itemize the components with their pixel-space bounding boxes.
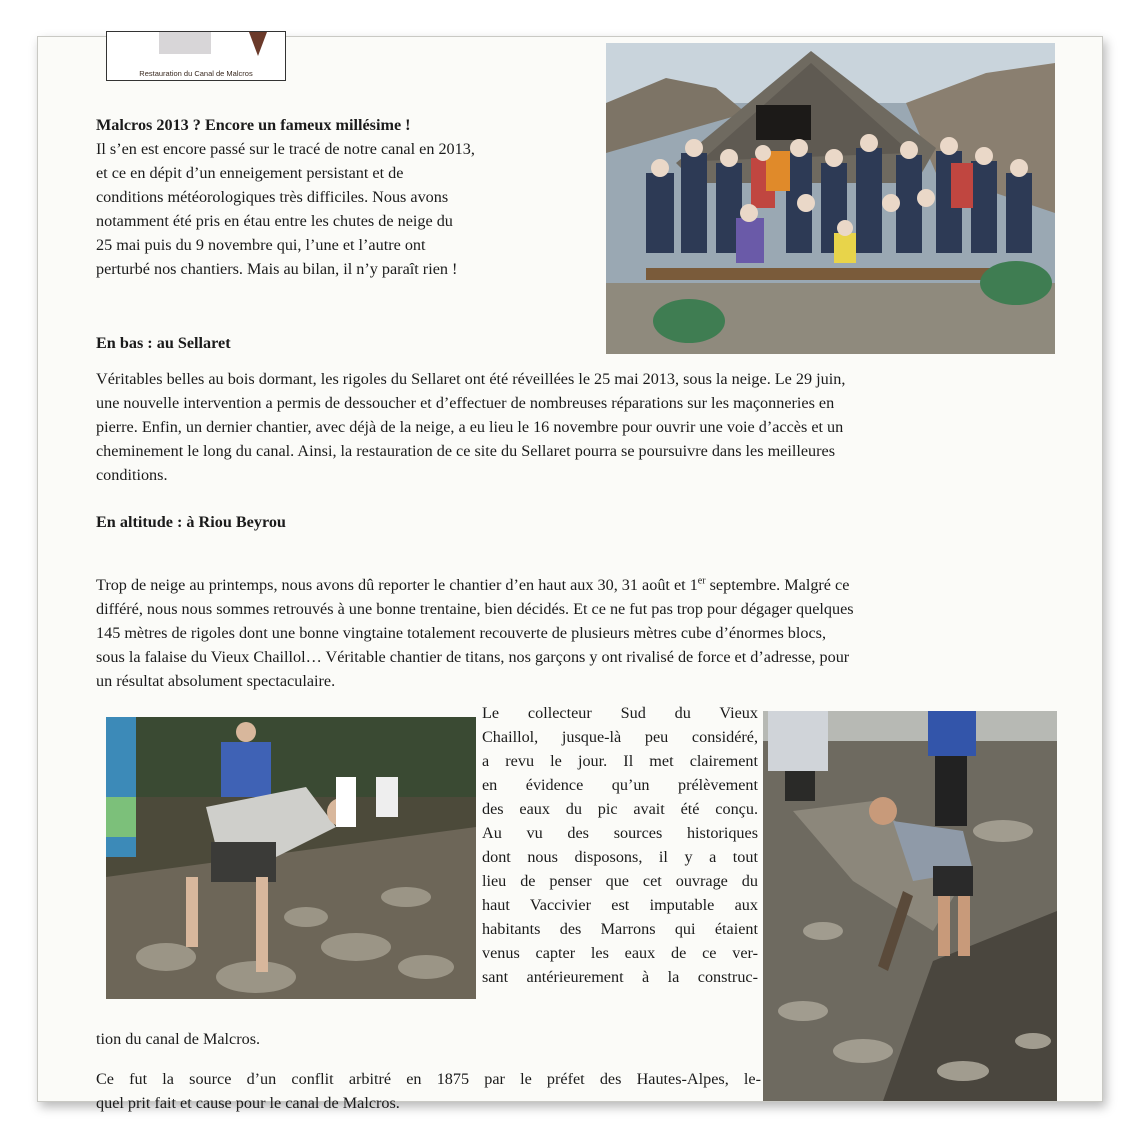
intro-line: Il s’en est encore passé sur le tracé de notre canal en 2013, (96, 140, 475, 158)
sellaret-line: pierre. Enfin, un dernier chantier, avec déjà de la neige, a eu lieu le 16 novembre pour ouvrir une voie d’accès et un (96, 418, 844, 436)
intro-line: perturbé nos chantiers. Mais au bilan, il n’y paraît rien ! (96, 260, 458, 278)
sellaret-line: Véritables belles au bois dormant, les rigoles du Sellaret ont été réveillées le 25 mai 2013, sous la neige. Le 29 juin, (96, 370, 846, 388)
collecteur-line: Le collecteur Sud du Vieux (482, 704, 758, 722)
riou-superscript: er (697, 575, 706, 587)
logo-grey-shape (159, 32, 211, 54)
section-heading-sellaret: En bas : au Sellaret (96, 334, 231, 352)
riou-line: un résultat absolument spectaculaire. (96, 672, 336, 690)
sellaret-line: conditions. (96, 466, 168, 484)
intro-title: Malcros 2013 ? Encore un fameux millésime ! (96, 116, 411, 134)
collecteur-line: des eaux du pic avait été conçu. (482, 800, 758, 818)
conflit-line: Ce fut la source d’un conflit arbitré en 1875 par le préfet des Hautes-Alpes, le- (96, 1070, 761, 1088)
collecteur-tail: tion du canal de Malcros. (96, 1030, 261, 1048)
intro-line: et ce en dépit d’un enneigement persistant et de (96, 164, 404, 182)
group-photo-refuge (606, 43, 1055, 354)
collecteur-line: venus capter les eaux de ce ver- (482, 944, 758, 962)
association-logo (106, 31, 286, 81)
shovel-worker-photo (763, 711, 1057, 1101)
intro-line: notamment été pris en étau entre les chutes de neige du (96, 212, 453, 230)
conflit-line: quel prit fait et cause pour le canal de Malcros. (96, 1094, 400, 1112)
riou-line (96, 573, 1051, 597)
intro-line: 25 mai puis du 9 novembre qui, l’une et l’autre ont (96, 236, 426, 254)
section-heading-riou-beyrou: En altitude : à Riou Beyrou (96, 513, 286, 531)
collecteur-paragraph (482, 701, 758, 989)
document-page (37, 36, 1103, 1112)
collecteur-line: dont nous disposons, il y a tout (482, 848, 758, 866)
workers-digging-photo (106, 717, 476, 999)
riou-line: sous la falaise du Vieux Chaillol… Véritable chantier de titans, nos garçons y ont rivalisé de force et d’adresse, pour (96, 648, 850, 666)
collecteur-line: habitants des Marrons qui étaient (482, 920, 758, 938)
collecteur-line: lieu de penser que cet ouvrage du (482, 872, 758, 890)
sellaret-line: une nouvelle intervention a permis de dessoucher et d’effectuer de nombreuses réparations sur les maçonneries en (96, 394, 835, 412)
collecteur-line: Chaillol, jusque-là peu considéré, (482, 728, 758, 746)
riou-paragraph (96, 573, 1051, 693)
riou-line1-text: Trop de neige au printemps, nous avons dû reporter le chantier d’en haut aux 30, 31 août et 1 (96, 576, 698, 594)
collecteur-line: en évidence qu’un prélèvement (482, 776, 758, 794)
riou-line: différé, nous nous sommes retrouvés à une bonne trentaine, bien décidés. Et ce ne fut pas trop pour dégager quelques (96, 600, 854, 618)
intro-paragraph (96, 137, 576, 281)
sellaret-line: cheminement le long du canal. Ainsi, la restauration de ce site du Sellaret pourra se poursuivre dans les meilleures (96, 442, 835, 460)
collecteur-line: haut Vaccivier est imputable aux (482, 896, 758, 914)
conflit-paragraph (96, 1067, 761, 1115)
logo-caption: Restauration du Canal de Malcros (139, 69, 253, 78)
collecteur-line: Au vu des sources historiques (482, 824, 758, 842)
sellaret-paragraph (96, 367, 1046, 487)
riou-line1-end: septembre. Malgré ce (705, 576, 850, 594)
collecteur-line: sant antérieurement à la construc- (482, 968, 758, 986)
riou-line: 145 mètres de rigoles dont une bonne vingtaine totalement recouverte de plusieurs mètres cube d’énormes blocs, (96, 624, 827, 642)
collecteur-line: a revu le jour. Il met clairement (482, 752, 758, 770)
intro-line: conditions météorologiques très difficiles. Nous avons (96, 188, 449, 206)
logo-brown-mark (249, 32, 267, 56)
